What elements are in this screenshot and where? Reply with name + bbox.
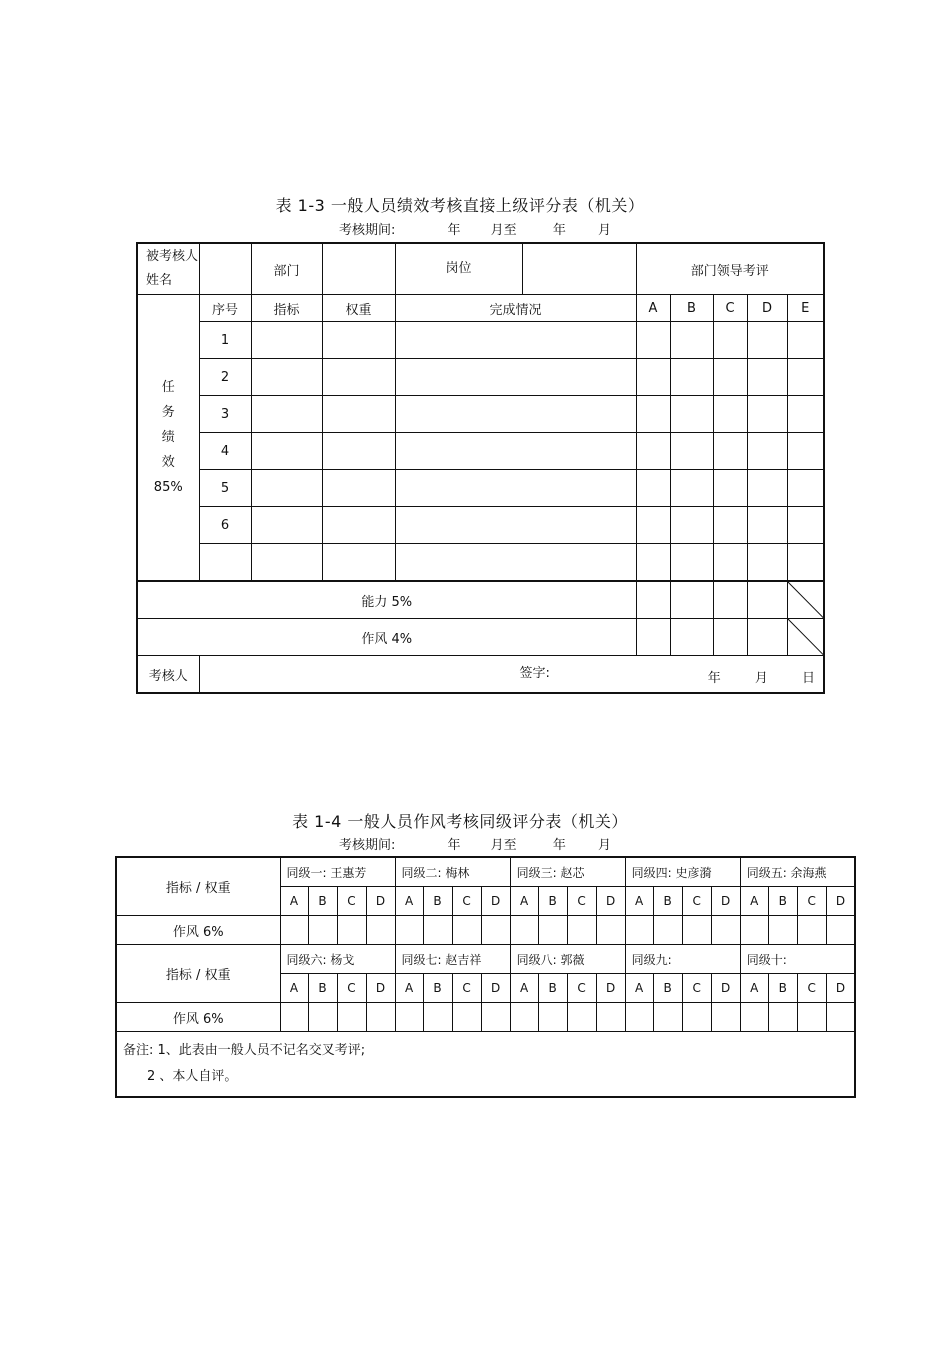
peer-3: 同级三: 赵芯 [510, 857, 625, 887]
grade-header: B [538, 974, 567, 1003]
row-cell[interactable] [322, 470, 395, 507]
grade-header: A [740, 887, 768, 916]
score-cell[interactable] [280, 1003, 308, 1032]
score-cell[interactable] [395, 1003, 423, 1032]
style-weight-label-1: 作风 6% [116, 916, 280, 945]
row-cell[interactable] [636, 322, 670, 359]
score-cell[interactable] [625, 1003, 653, 1032]
score-cell[interactable] [452, 1003, 481, 1032]
score-cell[interactable] [740, 916, 768, 945]
score-cell[interactable] [711, 1003, 740, 1032]
row-cell[interactable] [251, 470, 322, 507]
peer-4: 同级四: 史彦漪 [625, 857, 740, 887]
score-cell[interactable] [826, 916, 855, 945]
grade-header: A [625, 887, 653, 916]
row-cell[interactable] [713, 359, 747, 396]
row-cell[interactable] [251, 544, 322, 582]
row-cell[interactable] [787, 544, 824, 582]
signature-date: 年 月 日 [707, 671, 816, 686]
score-cell[interactable] [308, 916, 337, 945]
grade-header: D [366, 887, 395, 916]
row-cell[interactable] [395, 544, 636, 582]
grade-header: B [653, 974, 682, 1003]
table-row [137, 396, 824, 433]
col-grade-b: B [670, 295, 713, 322]
score-cell[interactable] [653, 1003, 682, 1032]
period-label: 考核期间: [338, 223, 396, 238]
period-year-start: 年 [447, 838, 461, 853]
row-cell[interactable] [747, 544, 787, 582]
grade-header: A [625, 974, 653, 1003]
row-cell[interactable] [322, 433, 395, 470]
grade-header: D [711, 974, 740, 1003]
row-cell[interactable] [787, 507, 824, 544]
score-cell[interactable] [366, 916, 395, 945]
grade-header: D [826, 974, 855, 1003]
score-cell[interactable] [395, 916, 423, 945]
row-cell[interactable] [747, 433, 787, 470]
name-label: 被考核人姓名 [137, 243, 199, 295]
row-cell[interactable] [747, 470, 787, 507]
row-cell[interactable] [395, 507, 636, 544]
score-cell[interactable] [308, 1003, 337, 1032]
peer-10: 同级十: [740, 945, 855, 974]
score-cell[interactable] [366, 1003, 395, 1032]
col-grade-e: E [787, 295, 824, 322]
score-cell[interactable] [337, 1003, 366, 1032]
note-line-2: 2 、本人自评。 [147, 1069, 238, 1084]
grade-header: A [280, 974, 308, 1003]
ability-grade-e-disabled [787, 581, 824, 619]
grade-header: A [395, 974, 423, 1003]
period-year-start: 年 [447, 223, 461, 238]
score-cell[interactable] [596, 916, 625, 945]
row-seq: 1 [199, 322, 251, 359]
ability-label: 能力 5% [137, 581, 636, 619]
score-cell[interactable] [682, 1003, 711, 1032]
grade-header: A [740, 974, 768, 1003]
score-cell[interactable] [826, 1003, 855, 1032]
row-cell[interactable] [713, 507, 747, 544]
grade-header: B [538, 887, 567, 916]
row-cell[interactable] [636, 470, 670, 507]
row-seq: 4 [199, 433, 251, 470]
row-cell[interactable] [713, 396, 747, 433]
row-cell[interactable] [636, 544, 670, 582]
performance-score-table [136, 242, 825, 694]
style-grade-a[interactable] [636, 619, 670, 656]
row-cell[interactable] [251, 359, 322, 396]
style-label: 作风 4% [137, 619, 636, 656]
col-grade-c: C [713, 295, 747, 322]
review-label: 部门领导考评 [636, 243, 824, 295]
score-cell[interactable] [682, 916, 711, 945]
grade-header: D [596, 887, 625, 916]
col-grade-a: A [636, 295, 670, 322]
peer-2: 同级二: 梅林 [395, 857, 510, 887]
grade-header: B [653, 887, 682, 916]
period-month-start: 月至 [490, 838, 517, 853]
indicator-weight-label-1: 指标 / 权重 [116, 857, 280, 916]
peer-8: 同级八: 郭薇 [510, 945, 625, 974]
row-seq: 2 [199, 359, 251, 396]
table14-title: 表 1-4 一般人员作风考核同级评分表（机关） [292, 812, 628, 831]
score-cell[interactable] [653, 916, 682, 945]
row-cell[interactable] [322, 396, 395, 433]
table13-title: 表 1-3 一般人员绩效考核直接上级评分表（机关） [275, 196, 645, 215]
row-cell[interactable] [787, 396, 824, 433]
grade-header: D [481, 974, 510, 1003]
row-cell[interactable] [787, 470, 824, 507]
row-cell[interactable] [322, 507, 395, 544]
grade-header: B [423, 974, 452, 1003]
grade-header: C [452, 974, 481, 1003]
row-seq: 5 [199, 470, 251, 507]
score-cell[interactable] [481, 1003, 510, 1032]
grade-header: C [452, 887, 481, 916]
peer-7: 同级七: 赵吉祥 [395, 945, 510, 974]
ability-grade-c[interactable] [713, 581, 747, 619]
row-cell[interactable] [747, 359, 787, 396]
row-cell[interactable] [636, 359, 670, 396]
grade-header: C [682, 887, 711, 916]
col-weight: 权重 [322, 295, 395, 322]
row-cell[interactable] [747, 322, 787, 359]
ability-grade-d[interactable] [747, 581, 787, 619]
score-cell[interactable] [740, 1003, 768, 1032]
row-cell[interactable] [636, 396, 670, 433]
grade-header: B [308, 887, 337, 916]
row-cell[interactable] [322, 322, 395, 359]
assessor-label: 考核人 [137, 656, 199, 694]
row-cell[interactable] [713, 470, 747, 507]
style-grade-d[interactable] [747, 619, 787, 656]
row-cell[interactable] [322, 544, 395, 582]
table-row [137, 544, 824, 582]
period-month-end: 月 [597, 838, 611, 853]
signature-field[interactable] [199, 656, 824, 694]
row-cell[interactable] [395, 359, 636, 396]
score-cell[interactable] [538, 916, 567, 945]
row-cell[interactable] [713, 433, 747, 470]
period-year-end: 年 [552, 838, 566, 853]
score-cell[interactable] [797, 916, 826, 945]
period-month-start: 月至 [490, 223, 517, 238]
table14-period [0, 834, 950, 853]
table-row [137, 359, 824, 396]
peer-6: 同级六: 杨戈 [280, 945, 395, 974]
peer-1: 同级一: 王惠芳 [280, 857, 395, 887]
score-cell[interactable] [337, 916, 366, 945]
score-cell[interactable] [567, 916, 596, 945]
row-seq [199, 544, 251, 582]
grade-header: B [308, 974, 337, 1003]
grade-header: A [395, 887, 423, 916]
grade-header: D [826, 887, 855, 916]
col-indicator: 指标 [251, 295, 322, 322]
grade-header: C [797, 974, 826, 1003]
row-seq: 6 [199, 507, 251, 544]
peer-9: 同级九: [625, 945, 740, 974]
task-performance-label: 任 务 绩 效 85% [137, 295, 199, 582]
grade-header: B [768, 887, 797, 916]
row-cell[interactable] [787, 359, 824, 396]
grade-header: A [280, 887, 308, 916]
style-weight-label-2: 作风 6% [116, 1003, 280, 1032]
row-cell[interactable] [713, 544, 747, 582]
row-cell[interactable] [251, 322, 322, 359]
peer-5: 同级五: 余海燕 [740, 857, 855, 887]
row-cell[interactable] [251, 507, 322, 544]
score-cell[interactable] [538, 1003, 567, 1032]
row-cell[interactable] [787, 322, 824, 359]
signature-label: 签字: [519, 666, 550, 681]
score-cell[interactable] [768, 1003, 797, 1032]
note [116, 1032, 855, 1098]
score-cell[interactable] [280, 916, 308, 945]
dept-value[interactable] [322, 243, 395, 295]
row-cell[interactable] [670, 396, 713, 433]
row-cell[interactable] [670, 433, 713, 470]
style-grade-c[interactable] [713, 619, 747, 656]
row-cell[interactable] [747, 507, 787, 544]
post-value[interactable] [523, 244, 636, 294]
col-seq: 序号 [199, 295, 251, 322]
table-row [137, 507, 824, 544]
score-cell[interactable] [510, 916, 538, 945]
peer-score-table [115, 856, 856, 1098]
name-value[interactable] [199, 243, 251, 295]
grade-header: A [510, 974, 538, 1003]
row-cell[interactable] [636, 433, 670, 470]
period-month-end: 月 [597, 223, 611, 238]
row-cell[interactable] [322, 359, 395, 396]
row-cell[interactable] [787, 433, 824, 470]
col-completion: 完成情况 [395, 295, 636, 322]
score-cell[interactable] [510, 1003, 538, 1032]
score-cell[interactable] [711, 916, 740, 945]
period-year-end: 年 [552, 223, 566, 238]
table-row [137, 470, 824, 507]
row-cell[interactable] [670, 322, 713, 359]
score-cell[interactable] [596, 1003, 625, 1032]
row-cell[interactable] [395, 470, 636, 507]
table13-period [0, 219, 950, 238]
col-grade-d: D [747, 295, 787, 322]
score-cell[interactable] [768, 916, 797, 945]
row-cell[interactable] [636, 507, 670, 544]
row-cell[interactable] [395, 396, 636, 433]
grade-header: C [797, 887, 826, 916]
row-cell[interactable] [670, 470, 713, 507]
post-label: 岗位 [396, 244, 523, 294]
grade-header: C [567, 974, 596, 1003]
grade-header: C [337, 887, 366, 916]
grade-header: D [366, 974, 395, 1003]
score-cell[interactable] [423, 916, 452, 945]
score-cell[interactable] [567, 1003, 596, 1032]
grade-header: B [423, 887, 452, 916]
row-cell[interactable] [713, 322, 747, 359]
row-cell[interactable] [670, 544, 713, 582]
indicator-weight-label-2: 指标 / 权重 [116, 945, 280, 1003]
grade-header: A [510, 887, 538, 916]
row-cell[interactable] [747, 396, 787, 433]
row-cell[interactable] [395, 322, 636, 359]
grade-header: D [711, 887, 740, 916]
note-line-1: 备注: 1、此表由一般人员不记名交叉考评; [123, 1043, 366, 1058]
grade-header: C [682, 974, 711, 1003]
period-label: 考核期间: [338, 838, 396, 853]
score-cell[interactable] [797, 1003, 826, 1032]
score-cell[interactable] [423, 1003, 452, 1032]
row-cell[interactable] [251, 433, 322, 470]
table-row [137, 322, 824, 359]
ability-grade-b[interactable] [670, 581, 713, 619]
style-grade-e-disabled [787, 619, 824, 656]
style-grade-b[interactable] [670, 619, 713, 656]
grade-header: C [337, 974, 366, 1003]
row-seq: 3 [199, 396, 251, 433]
grade-header: D [596, 974, 625, 1003]
table-row [137, 433, 824, 470]
row-cell[interactable] [251, 396, 322, 433]
score-cell[interactable] [481, 916, 510, 945]
grade-header: B [768, 974, 797, 1003]
grade-header: D [481, 887, 510, 916]
grade-header: C [567, 887, 596, 916]
ability-grade-a[interactable] [636, 581, 670, 619]
row-cell[interactable] [670, 507, 713, 544]
row-cell[interactable] [670, 359, 713, 396]
score-cell[interactable] [452, 916, 481, 945]
score-cell[interactable] [625, 916, 653, 945]
row-cell[interactable] [395, 433, 636, 470]
post-cell [395, 243, 636, 295]
dept-label: 部门 [251, 243, 322, 295]
